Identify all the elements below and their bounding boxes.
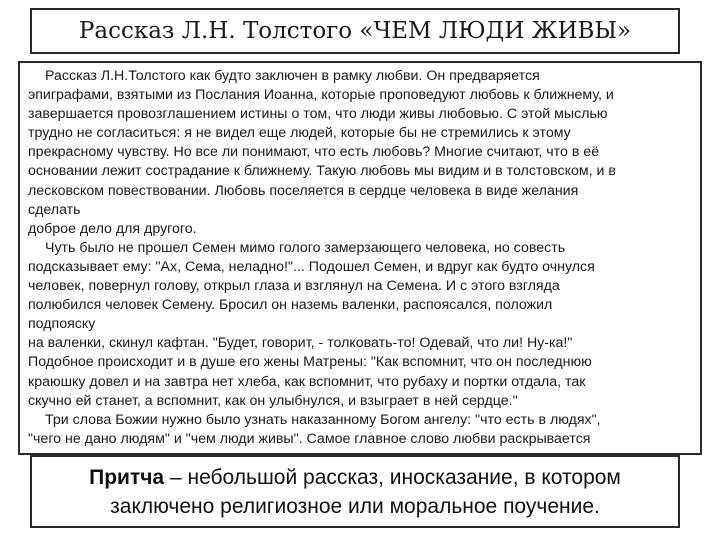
- essay-text: [20, 63, 700, 449]
- slide-title-box: [30, 8, 680, 54]
- essay-line: "чего не дано людям" и "чем люди живы". Самое главное слово любви раскрывается: [28, 430, 591, 447]
- essay-line: Чуть было не прошел Семен мимо голого замерзающего человека, но совесть: [45, 239, 566, 256]
- definition-line-1: [89, 463, 621, 492]
- essay-line: лесковском повествовании. Любовь поселяется в сердце человека в виде желания: [28, 182, 579, 199]
- essay-line: подпояску: [28, 316, 96, 333]
- essay-line: завершается провозглашением истины о том, что люди живы любовью. С этой мыслью: [28, 106, 608, 123]
- slide-title: Рассказ Л.Н. Толстого «ЧЕМ ЛЮДИ ЖИВЫ»: [78, 18, 632, 44]
- essay-line: трудно не согласиться: я не видел еще людей, которые бы не стремились к этому: [28, 125, 571, 142]
- essay-line: сделать: [28, 201, 81, 218]
- essay-line: подсказывает ему: "Ах, Сема, неладно!"... Подошел Семен, и вдруг как будто очнулся: [28, 258, 595, 275]
- essay-line: прекрасному чувству. Но все ли понимают, что есть любовь? Многие считают, что в её: [28, 144, 600, 161]
- essay-line: краюшку довел и на завтра нет хлеба, как вспомнит, что рубаху и портки отдала, так: [28, 373, 586, 390]
- essay-line: Подобное происходит и в душе его жены Матрены: "Как вспомнит, что он последнюю: [28, 354, 592, 371]
- definition-term: Притча: [89, 465, 165, 489]
- essay-line: скучно ей станет, а вспомнит, как он улыбнулся, и взыграет в ней сердце.": [28, 392, 518, 409]
- essay-line: Рассказ Л.Н.Толстого как будто заключен в рамку любви. Он предваряется: [45, 68, 540, 84]
- essay-line: основании лежит сострадание к ближнему. Такую любовь мы видим и в толстовском, и в: [28, 163, 616, 180]
- definition-line-2: заключено религиозное или моральное поучение.: [110, 494, 600, 518]
- definition-text-1: – небольшой рассказ, иносказание, в котором: [164, 465, 621, 489]
- essay-line: доброе дело для другого.: [28, 220, 197, 237]
- definition-box: [30, 455, 680, 528]
- essay-line: полюбился человек Семену. Бросил он наземь валенки, распоясался, положил: [28, 297, 553, 314]
- essay-line: Три слова Божии нужно было узнать наказанному Богом ангелу: "что есть в людях",: [45, 411, 601, 428]
- essay-line: на валенки, скинул кафтан. "Будет, говорит, - толковать-то! Одевай, что ли! Ну-ка!": [28, 335, 573, 352]
- essay-line: человек, повернул голову, открыл глаза и взглянул на Семена. И с этого взгляда: [28, 278, 560, 295]
- essay-line: эпиграфами, взятыми из Послания Иоанна, которые проповедуют любовь к ближнему, и: [28, 87, 614, 104]
- essay-text-box: [18, 61, 702, 455]
